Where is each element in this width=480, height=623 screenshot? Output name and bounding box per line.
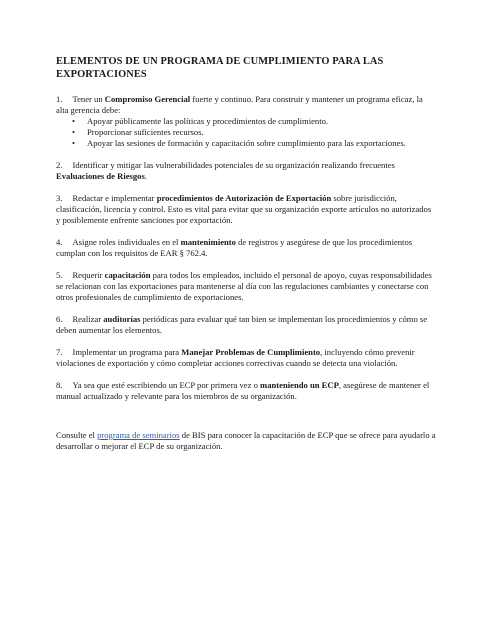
item-text-bold: Evaluaciones de Riesgos (56, 171, 145, 181)
list-item-8 (56, 380, 436, 402)
item-text-post: de registros y asegúrese de que los procedimientos cumplan con los requisitos de EAR § 762.4. (56, 237, 413, 258)
item-text-pre: Implementar un programa para (72, 347, 182, 357)
item-text-pre: Identificar y mitigar las vulnerabilidades potenciales de su organización realizando frecuentes (72, 160, 395, 170)
item-text-pre: Asigne roles individuales en el (72, 237, 181, 247)
item-number: 8. (56, 380, 63, 390)
item-text-pre: Requerir (72, 270, 105, 280)
item-number: 7. (56, 347, 63, 357)
list-item-4 (56, 237, 436, 259)
item-number: 4. (56, 237, 63, 247)
list-item-2 (56, 160, 436, 182)
bullet-text: Apoyar públicamente las políticas y procedimientos de cumplimiento. (87, 116, 329, 126)
list-item-3 (56, 193, 436, 226)
closing-text-post: de BIS para conocer la capacitación de ECP que se ofrece para ayudarlo a desarrollar o mejorar el ECP de su organización. (56, 430, 436, 451)
bullet-icon: • (72, 138, 76, 148)
item-text-bold: Compromiso Gerencial (104, 94, 191, 104)
item-text-bold: mantenimiento (180, 237, 236, 247)
item-text-pre: Ya sea que esté escribiendo un ECP por primera vez o (72, 380, 261, 390)
item-text-pre: Realizar (72, 314, 104, 324)
bullet-item (72, 116, 436, 127)
bullet-text: Proporcionar suficientes recursos. (87, 127, 204, 137)
item-text-pre: Tener un (72, 94, 105, 104)
seminars-link[interactable]: programa de seminarios (97, 430, 180, 440)
closing-text-pre: Consulte el (56, 430, 98, 440)
item-text-bold: manteniendo un ECP (260, 380, 339, 390)
list-item-5 (56, 270, 436, 303)
item-text-bold: capacitación (104, 270, 151, 280)
item-text-post: periódicas para evaluar qué tan bien se implementan los procedimientos y cómo se deben aumentar los elementos. (56, 314, 428, 335)
closing-paragraph (56, 430, 436, 452)
list-item-1 (56, 94, 436, 149)
item-text-post: para todos los empleados, incluido el personal de apoyo, cuyas responsabilidades se relacionan con las exportaciones para mantenerse al día con las regulaciones cambiantes y conectarse con otros profesionales de cumplimiento de exportaciones. (56, 270, 432, 302)
document-title: ELEMENTOS DE UN PROGRAMA DE CUMPLIMIENTO PARA LAS EXPORTACIONES (56, 56, 384, 80)
bullet-text: Apoyar las sesiones de formación y capacitación sobre cumplimiento para las exportaciones. (87, 138, 406, 148)
bullet-item (72, 138, 436, 149)
item-number: 1. (56, 94, 63, 104)
bullet-item (72, 127, 436, 138)
item-text-post: , asegúrese de mantener el manual actualizado y relevante para los miembros de su organización. (56, 380, 430, 401)
item-text-post: . (144, 171, 147, 181)
list-item-6 (56, 314, 436, 336)
item-text-bold: auditorías (103, 314, 141, 324)
item-text-post: fuerte y continuo. Para construir y mantener un programa eficaz, la alta gerencia debe: (56, 94, 423, 115)
item-text-post: , incluyendo cómo prevenir violaciones de exportación y cómo completar acciones correctivas cuando se detecta una violación. (56, 347, 415, 368)
bullet-list (56, 116, 436, 149)
item-text-bold: Manejar Problemas de Cumplimiento (181, 347, 321, 357)
item-number: 6. (56, 314, 63, 324)
bullet-icon: • (72, 116, 76, 126)
item-number: 5. (56, 270, 63, 280)
item-text-post: sobre jurisdicción, clasificación, licencia y control. Esto es vital para evitar que su organización exporte artículos no autorizados y posiblemente enfrente sanciones por exportación. (56, 193, 432, 225)
item-number: 2. (56, 160, 63, 170)
item-text-pre: Redactar e implementar (72, 193, 157, 203)
item-text-bold: procedimientos de Autorización de Exportación (156, 193, 332, 203)
item-number: 3. (56, 193, 63, 203)
list-item-7 (56, 347, 436, 369)
bullet-icon: • (72, 127, 76, 137)
